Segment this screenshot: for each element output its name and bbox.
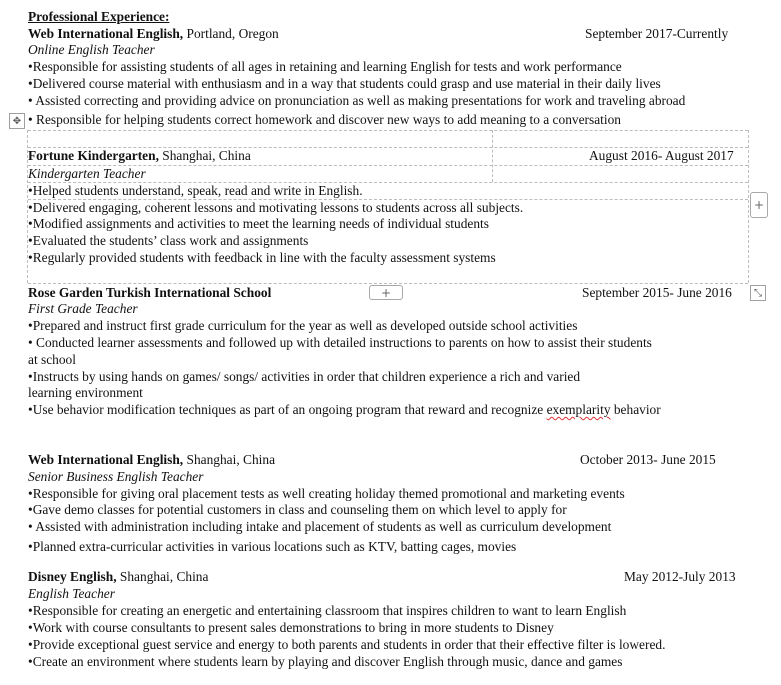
table-gridline-bottom xyxy=(28,283,748,284)
job-bullet: •Regularly provided students with feedback in line with the faculty assessment systems xyxy=(28,250,496,265)
job-title: English Teacher xyxy=(28,586,115,601)
job-header xyxy=(28,452,275,468)
job-header xyxy=(28,148,251,164)
job-dates: May 2012-July 2013 xyxy=(624,569,736,584)
plus-icon: + xyxy=(380,285,392,300)
job-bullet: •Create an environment where students learn by playing and discover English through music, dance and games xyxy=(28,654,623,669)
job-bullet: •Responsible for giving oral placement tests as well creating holiday themed promotional and marketing events xyxy=(28,486,625,501)
spelling-error-word[interactable]: exemplarity xyxy=(546,402,611,417)
job-title: Kindergarten Teacher xyxy=(28,166,146,181)
job-bullet: •Responsible for assisting students of all ages in retaining and learning English for tests and work performance xyxy=(28,59,622,74)
job-bullet: • Conducted learner assessments and followed up with detailed instructions to parents on how to assist their students xyxy=(28,335,652,350)
employer-name: Disney English, xyxy=(28,569,117,584)
table-resize-handle[interactable] xyxy=(750,285,766,301)
table-gridline-mid xyxy=(492,130,493,182)
job-bullet: •Work with course consultants to present sales demonstrations to bring in more students to Disney xyxy=(28,620,554,635)
job-header xyxy=(28,569,208,585)
job-bullet xyxy=(28,402,661,418)
job-bullet-continuation: at school xyxy=(28,352,76,367)
job-title: Senior Business English Teacher xyxy=(28,469,204,484)
job-bullet: •Planned extra-curricular activities in various locations such as KTV, batting cages, movies xyxy=(28,539,517,554)
job-bullet: •Delivered course material with enthusiasm and in a way that students could grasp and use material in their daily lives xyxy=(28,76,661,91)
add-row-button[interactable] xyxy=(369,285,403,300)
employer-name: Fortune Kindergarten, xyxy=(28,148,159,163)
job-location: Portland, Oregon xyxy=(183,26,279,41)
table-move-handle[interactable] xyxy=(9,113,25,129)
move-icon: ✥ xyxy=(12,115,22,127)
job-location: Shanghai, China xyxy=(116,569,209,584)
job-bullet: • Assisted correcting and providing advice on pronunciation as well as making presentations for work and traveling abroad xyxy=(28,93,686,108)
job-bullet-continuation: learning environment xyxy=(28,385,143,400)
table-gridline-right xyxy=(748,130,749,283)
job-bullet: •Helped students understand, speak, read and write in English. xyxy=(28,183,363,198)
job-location: Shanghai, China xyxy=(183,452,276,467)
job-bullet: •Prepared and instruct first grade curriculum for the year as well as developed outside school activities xyxy=(28,318,578,333)
employer-name: Rose Garden Turkish International School xyxy=(28,285,272,300)
bullet-text: behavior xyxy=(610,402,661,417)
job-bullet: •Evaluated the students’ class work and assignments xyxy=(28,233,309,248)
add-column-button[interactable] xyxy=(750,192,768,218)
job-bullet: • Responsible for helping students correct homework and discover new ways to add meaning to a conversation xyxy=(28,112,621,127)
bullet-text: •Use behavior modification techniques as part of an ongoing program that reward and recognize xyxy=(28,402,547,417)
job-bullet: •Modified assignments and activities to meet the learning needs of individual students xyxy=(28,216,489,231)
section-heading: Professional Experience: xyxy=(28,9,170,24)
job-location: Shanghai, China xyxy=(158,148,251,163)
employer-name: Web International English, xyxy=(28,26,184,41)
job-dates: September 2017-Currently xyxy=(585,26,729,41)
job-title: Online English Teacher xyxy=(28,42,155,57)
job-dates: September 2015- June 2016 xyxy=(582,285,732,300)
job-bullet: •Provide exceptional guest service and energy to both parents and students in order that their effective filter is lowered. xyxy=(28,637,666,652)
employer-name: Web International English, xyxy=(28,452,184,467)
job-bullet: •Gave demo classes for potential customers in class and counseling them on which level to apply for xyxy=(28,502,567,517)
plus-icon: + xyxy=(753,198,765,212)
job-dates: August 2016- August 2017 xyxy=(589,148,734,163)
job-bullet: •Instructs by using hands on games/ songs/ activities in order that children experience a rich and varied xyxy=(28,369,581,384)
job-header xyxy=(28,26,279,42)
job-title: First Grade Teacher xyxy=(28,301,138,316)
table-gridline-top xyxy=(28,130,748,131)
resize-icon: ⤡ xyxy=(754,287,762,299)
job-dates: October 2013- June 2015 xyxy=(580,452,716,467)
job-bullet: • Assisted with administration including intake and placement of students as well as curriculum development xyxy=(28,519,612,534)
job-bullet: •Responsible for creating an energetic and entertaining classroom that inspires children to want to learn English xyxy=(28,603,627,618)
job-bullet: •Delivered engaging, coherent lessons and motivating lessons to students across all subjects. xyxy=(28,200,524,215)
